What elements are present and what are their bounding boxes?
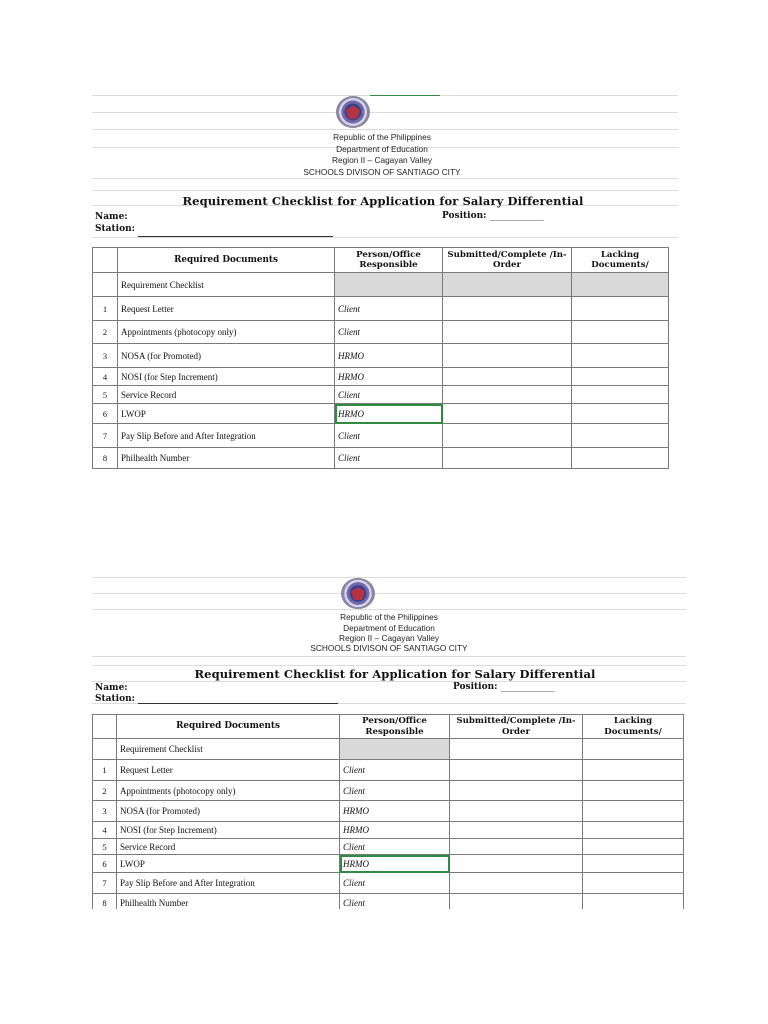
row-submitted-cell[interactable] — [443, 448, 572, 469]
row-lacking-cell[interactable] — [583, 873, 684, 894]
section-cell — [450, 739, 583, 760]
row-number: 7 — [93, 424, 118, 448]
row-lacking-cell[interactable] — [583, 894, 684, 910]
row-document: Philhealth Number — [118, 448, 335, 469]
position-blank: ____________ — [500, 682, 555, 692]
row-document: Pay Slip Before and After Integration — [117, 873, 340, 894]
header-line-region: Region II – Cagayan Valley — [339, 633, 439, 643]
row-lacking-cell[interactable] — [583, 760, 684, 781]
section-num-cell — [93, 739, 117, 760]
row-lacking-cell[interactable] — [572, 297, 669, 321]
row-submitted-cell[interactable] — [450, 760, 583, 781]
position-blank: ____________ — [489, 211, 544, 221]
row-document: NOSI (for Step Increment) — [117, 822, 340, 839]
row-number: 6 — [93, 404, 118, 424]
checklist-form-2 — [92, 577, 686, 909]
section-num-cell — [93, 273, 118, 297]
row-submitted-cell[interactable] — [450, 822, 583, 839]
station-underline — [138, 236, 333, 237]
section-shaded-cell — [340, 739, 450, 760]
row-document: NOSA (for Promoted) — [118, 344, 335, 368]
row-responsible: Client — [340, 781, 450, 801]
row-number: 5 — [93, 386, 118, 404]
row-lacking-cell[interactable] — [572, 424, 669, 448]
row-number: 3 — [93, 344, 118, 368]
row-lacking-cell[interactable] — [572, 448, 669, 469]
name-label: Name: — [95, 212, 128, 222]
row-document: LWOP — [118, 404, 335, 424]
header-line-division: SCHOOLS DIVISON OF SANTIAGO CITY — [310, 643, 468, 653]
row-document: Service Record — [118, 386, 335, 404]
header-line-department: Department of Education — [336, 143, 428, 154]
row-responsible: HRMO — [340, 801, 450, 822]
station-label: Station: — [95, 224, 135, 234]
row-lacking-cell[interactable] — [572, 386, 669, 404]
station-label: Station: — [95, 694, 135, 704]
row-number: 2 — [93, 321, 118, 344]
row-submitted-cell[interactable] — [443, 424, 572, 448]
row-responsible: HRMO — [335, 344, 443, 368]
row-submitted-cell[interactable] — [450, 855, 583, 873]
deped-seal-icon — [336, 96, 370, 128]
checklist-table — [92, 714, 684, 909]
row-submitted-cell[interactable] — [450, 873, 583, 894]
checklist-table — [92, 247, 669, 469]
row-document: Philhealth Number — [117, 894, 340, 910]
row-number: 8 — [93, 894, 117, 910]
header-submitted: Submitted/Complete /In-Order — [443, 248, 572, 273]
header-line-region: Region II – Cagayan Valley — [332, 155, 432, 165]
row-number: 4 — [93, 822, 117, 839]
form-title: Requirement Checklist for Application for Salary Differential — [194, 667, 596, 681]
header-submitted: Submitted/Complete /In-Order — [450, 715, 583, 739]
row-submitted-cell[interactable] — [450, 801, 583, 822]
position-label — [442, 211, 544, 221]
station-underline — [138, 703, 338, 704]
cell-selection-marker — [370, 95, 440, 96]
row-responsible: HRMO — [340, 822, 450, 839]
row-document: NOSA (for Promoted) — [117, 801, 340, 822]
row-submitted-cell[interactable] — [443, 297, 572, 321]
row-responsible: Client — [340, 839, 450, 855]
row-number: 1 — [93, 297, 118, 321]
row-lacking-cell[interactable] — [572, 404, 669, 424]
row-responsible: Client — [335, 321, 443, 344]
row-responsible: Client — [340, 894, 450, 910]
row-responsible-selected[interactable]: HRMO — [340, 855, 450, 873]
row-lacking-cell[interactable] — [572, 344, 669, 368]
row-lacking-cell[interactable] — [572, 368, 669, 386]
row-lacking-cell[interactable] — [583, 839, 684, 855]
deped-seal-icon — [341, 578, 375, 609]
row-number: 7 — [93, 873, 117, 894]
row-document: Request Letter — [117, 760, 340, 781]
row-lacking-cell[interactable] — [583, 822, 684, 839]
row-document: LWOP — [117, 855, 340, 873]
row-document: Request Letter — [118, 297, 335, 321]
section-label: Requirement Checklist — [118, 273, 335, 297]
header-line-republic: Republic of the Philippines — [333, 132, 431, 142]
header-lacking: Lacking Documents/ — [583, 715, 684, 739]
row-submitted-cell[interactable] — [443, 386, 572, 404]
row-number: 5 — [93, 839, 117, 855]
row-submitted-cell[interactable] — [450, 894, 583, 910]
row-number: 1 — [93, 760, 117, 781]
position-label — [453, 682, 555, 692]
row-responsible: HRMO — [335, 368, 443, 386]
row-number: 3 — [93, 801, 117, 822]
header-person-responsible: Person/Office Responsible — [340, 715, 450, 739]
checklist-form-1 — [92, 95, 678, 477]
row-submitted-cell[interactable] — [450, 839, 583, 855]
row-document: Service Record — [117, 839, 340, 855]
row-responsible-selected[interactable]: HRMO — [335, 404, 443, 424]
header-person-responsible: Person/Office Responsible — [335, 248, 443, 273]
row-submitted-cell[interactable] — [443, 344, 572, 368]
header-line-republic: Republic of the Philippines — [340, 612, 438, 622]
form-title: Requirement Checklist for Application for Salary Differential — [182, 194, 584, 208]
header-required-documents: Required Documents — [118, 248, 335, 273]
row-submitted-cell[interactable] — [443, 404, 572, 424]
header-num-cell — [93, 248, 118, 273]
header-required-documents: Required Documents — [117, 715, 340, 739]
section-shaded-cell — [572, 273, 669, 297]
header-line-division: SCHOOLS DIVISON OF SANTIAGO CITY — [303, 166, 461, 177]
header-line-department: Department of Education — [343, 623, 435, 633]
row-document: NOSI (for Step Increment) — [118, 368, 335, 386]
row-document: Appointments (photocopy only) — [117, 781, 340, 801]
row-submitted-cell[interactable] — [443, 321, 572, 344]
row-number: 6 — [93, 855, 117, 873]
row-responsible: Client — [335, 386, 443, 404]
row-lacking-cell[interactable] — [583, 781, 684, 801]
row-responsible: Client — [335, 297, 443, 321]
row-responsible: Client — [335, 424, 443, 448]
section-cell — [583, 739, 684, 760]
row-lacking-cell[interactable] — [583, 855, 684, 873]
row-lacking-cell[interactable] — [572, 321, 669, 344]
row-submitted-cell[interactable] — [443, 368, 572, 386]
position-label-text: Position: — [442, 211, 487, 221]
row-number: 4 — [93, 368, 118, 386]
header-lacking: Lacking Documents/ — [572, 248, 669, 273]
section-label: Requirement Checklist — [117, 739, 340, 760]
header-num-cell — [93, 715, 117, 739]
row-document: Pay Slip Before and After Integration — [118, 424, 335, 448]
row-responsible: Client — [340, 760, 450, 781]
section-shaded-cell — [443, 273, 572, 297]
row-number: 2 — [93, 781, 117, 801]
row-submitted-cell[interactable] — [450, 781, 583, 801]
name-label: Name: — [95, 683, 128, 693]
position-label-text: Position: — [453, 682, 498, 692]
row-responsible: Client — [335, 448, 443, 469]
row-document: Appointments (photocopy only) — [118, 321, 335, 344]
section-shaded-cell — [335, 273, 443, 297]
row-responsible: Client — [340, 873, 450, 894]
row-lacking-cell[interactable] — [583, 801, 684, 822]
row-number: 8 — [93, 448, 118, 469]
